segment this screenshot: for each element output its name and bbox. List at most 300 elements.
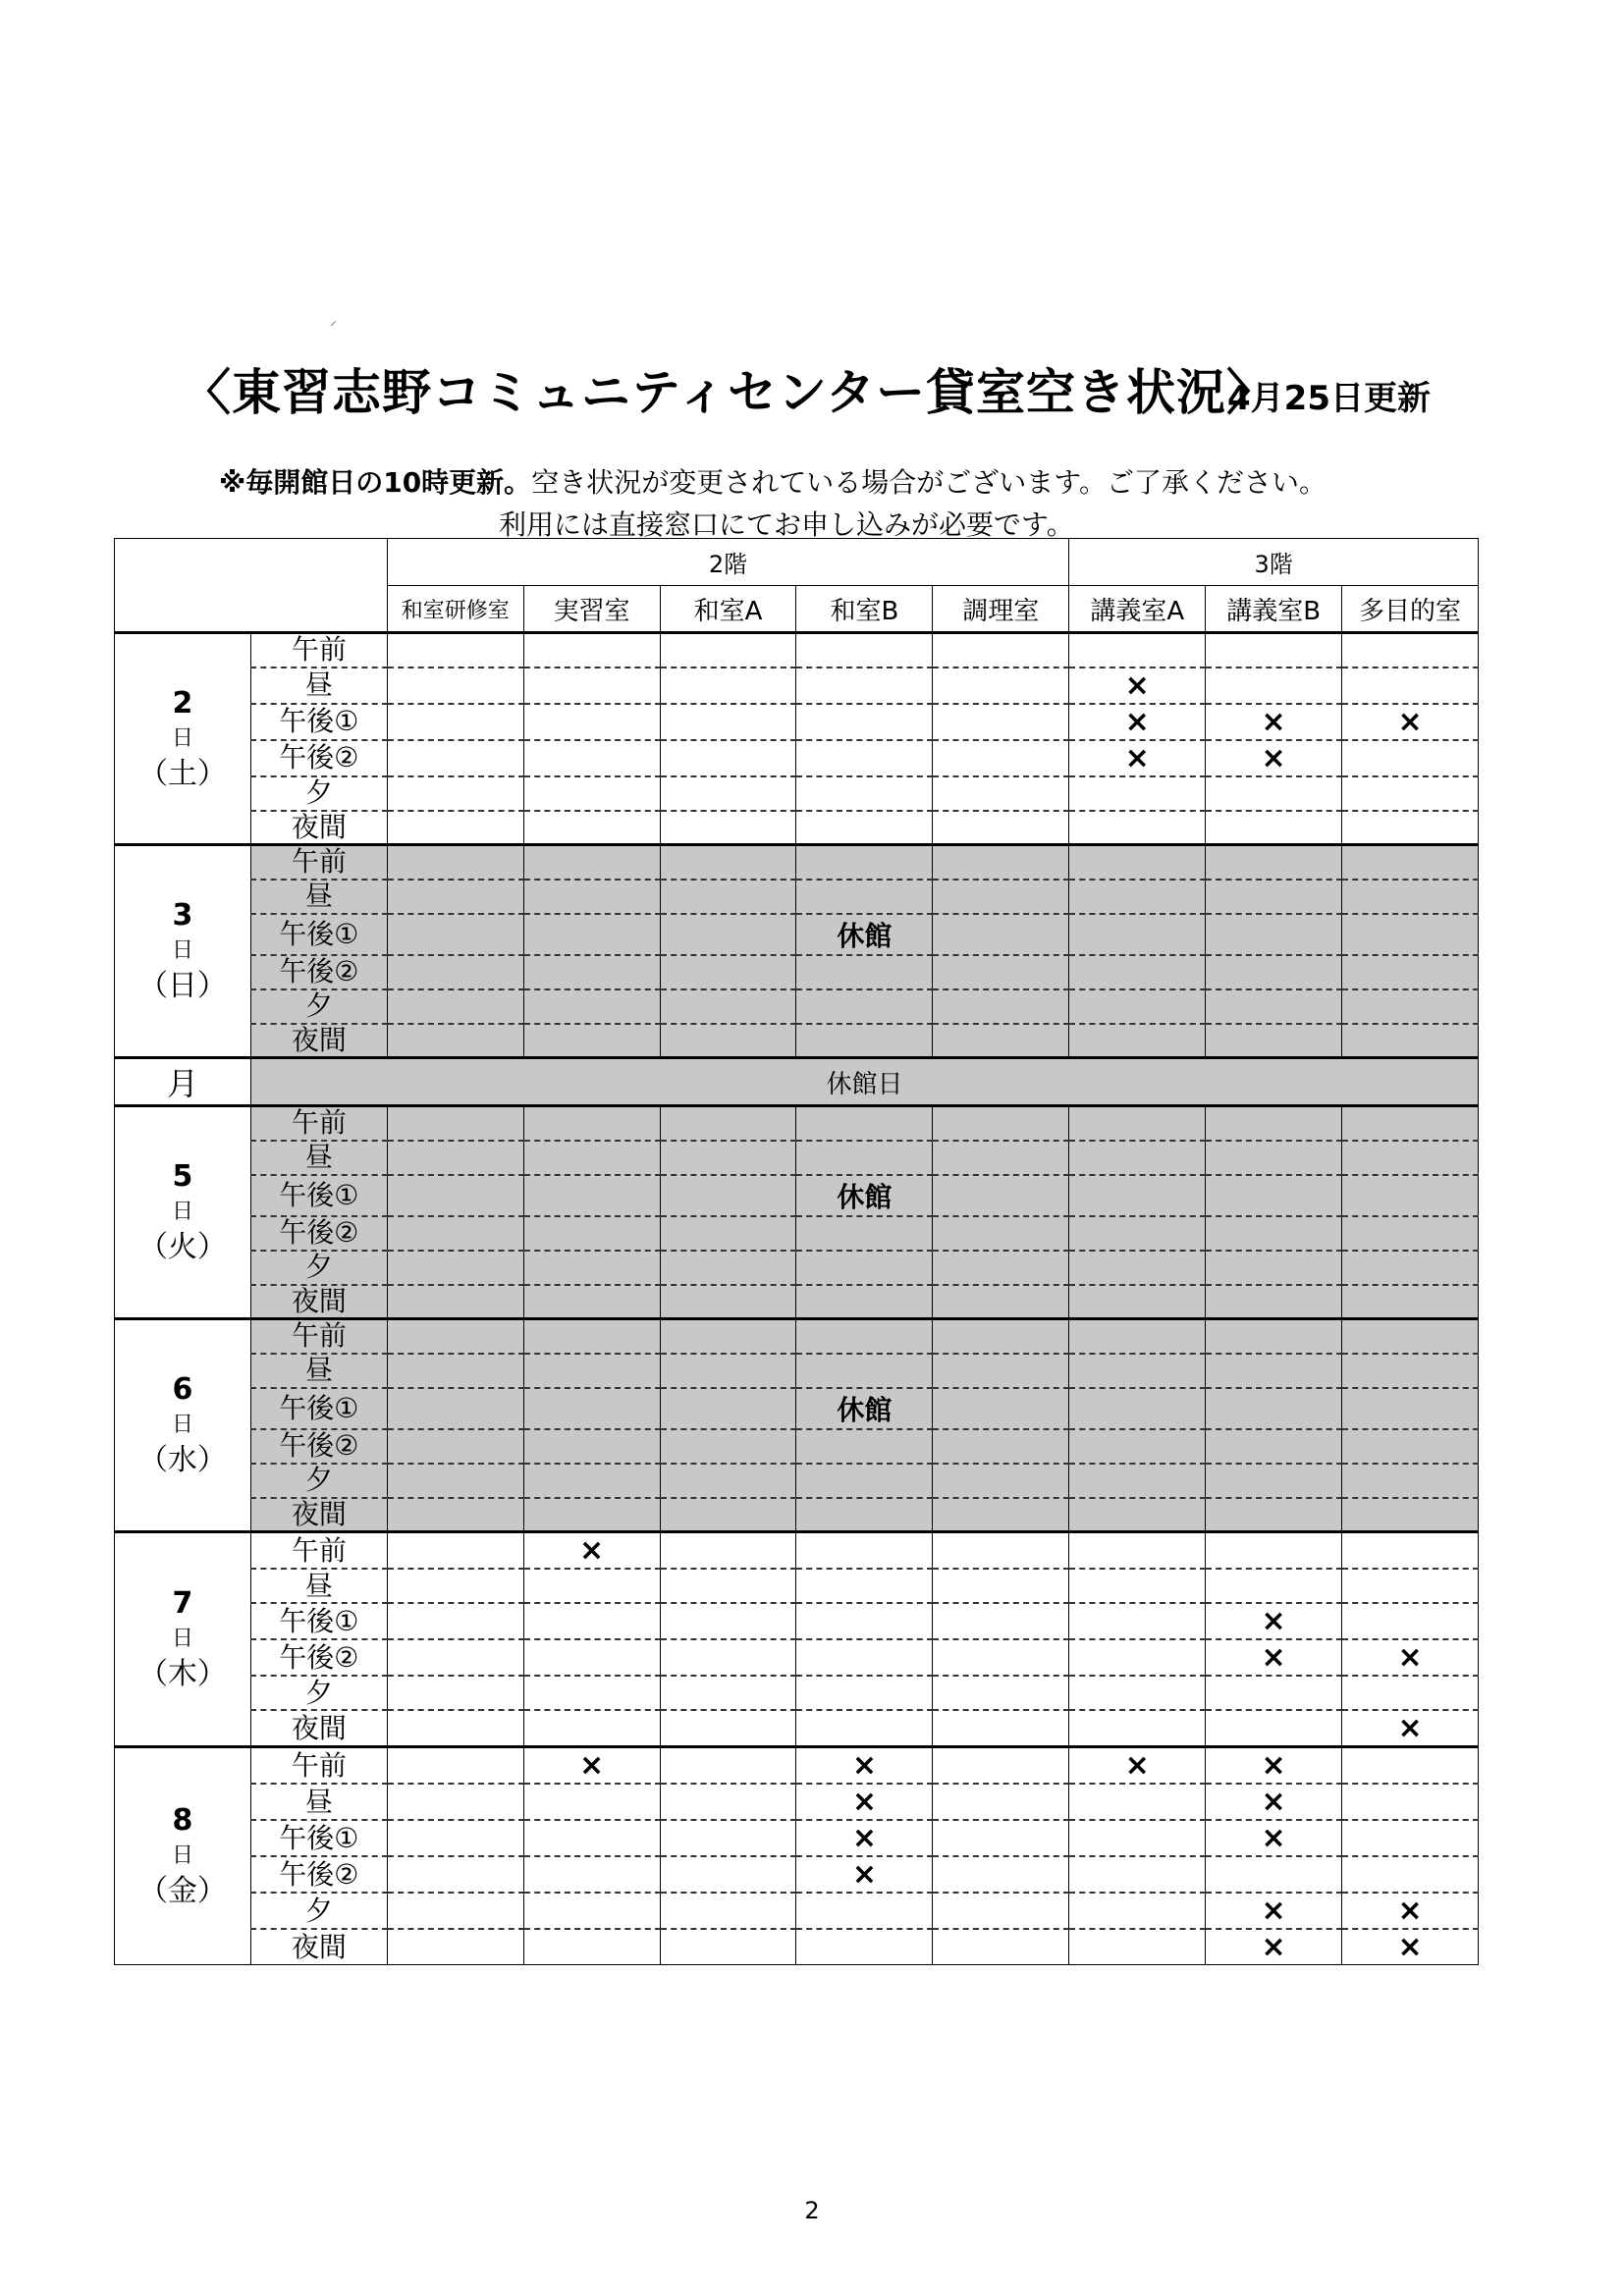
- slot-row: [115, 1024, 1479, 1058]
- availability-cell: [933, 1429, 1069, 1464]
- availability-cell: [1069, 914, 1206, 955]
- availability-cell: [523, 845, 660, 880]
- availability-cell: [387, 880, 523, 914]
- availability-cell: [1206, 1319, 1342, 1354]
- slot-label: 夕: [250, 1676, 387, 1710]
- slot-row: [115, 989, 1479, 1024]
- availability-cell: [660, 1216, 796, 1251]
- availability-cell: [660, 1106, 796, 1141]
- room-header: 実習室: [523, 586, 660, 633]
- slot-label: 夕: [250, 776, 387, 811]
- availability-cell: [1206, 989, 1342, 1024]
- booked-mark: ×: [1261, 704, 1286, 739]
- room-header: 講義室A: [1069, 586, 1206, 633]
- availability-cell: [1069, 1388, 1206, 1429]
- availability-cell: [1069, 667, 1206, 704]
- slot-row: [115, 1141, 1479, 1175]
- availability-cell: [660, 1676, 796, 1710]
- availability-cell: [1206, 1856, 1342, 1893]
- availability-cell: [796, 1498, 933, 1532]
- availability-cell: [523, 740, 660, 776]
- availability-cell: [933, 1784, 1069, 1820]
- availability-cell: [933, 1498, 1069, 1532]
- slot-label: 夕: [250, 989, 387, 1024]
- availability-cell: [1206, 1603, 1342, 1639]
- availability-cell: [1069, 704, 1206, 740]
- availability-cell: [1206, 1106, 1342, 1141]
- slot-row: [115, 1464, 1479, 1498]
- scan-speck: ⸍: [330, 319, 337, 335]
- day-weekday: （火）: [137, 1230, 227, 1264]
- availability-cell: [660, 1175, 796, 1216]
- slot-row: [115, 740, 1479, 776]
- availability-cell: [523, 1603, 660, 1639]
- availability-cell: [1206, 1498, 1342, 1532]
- booked-mark: ×: [1261, 1785, 1286, 1819]
- availability-table: [114, 538, 1479, 1965]
- availability-cell: [1342, 1354, 1479, 1388]
- availability-cell: [387, 1893, 523, 1929]
- availability-cell: [1069, 989, 1206, 1024]
- availability-cell: [1206, 1747, 1342, 1785]
- availability-cell: [523, 667, 660, 704]
- floor-header-3f: 3階: [1069, 539, 1479, 586]
- booked-mark: ×: [1124, 1748, 1150, 1783]
- availability-cell: [660, 633, 796, 667]
- availability-cell: [796, 880, 933, 914]
- availability-cell: [523, 1820, 660, 1856]
- slot-label: 夜間: [250, 1498, 387, 1532]
- booked-mark: ×: [579, 1533, 605, 1568]
- availability-cell: [933, 989, 1069, 1024]
- availability-cell: [1342, 776, 1479, 811]
- availability-cell: [1206, 1676, 1342, 1710]
- slot-label: 夜間: [250, 1710, 387, 1747]
- availability-cell: [660, 1929, 796, 1965]
- slot-row: [115, 776, 1479, 811]
- room-header: 多目的室: [1342, 586, 1479, 633]
- availability-cell: [796, 1532, 933, 1570]
- notice-bold: ※毎開館日の10時更新。: [219, 466, 532, 499]
- slot-row: [115, 845, 1479, 880]
- monday-label: 月: [115, 1058, 251, 1106]
- availability-cell: [387, 1784, 523, 1820]
- availability-cell: [1206, 1429, 1342, 1464]
- slot-label: 午後②: [250, 740, 387, 776]
- slot-row: [115, 914, 1479, 955]
- availability-cell: [933, 1216, 1069, 1251]
- availability-cell: [523, 1676, 660, 1710]
- slot-row: [115, 1532, 1479, 1570]
- availability-cell: [933, 811, 1069, 845]
- booked-mark: ×: [1261, 1604, 1286, 1638]
- booked-mark: ×: [1261, 1640, 1286, 1675]
- availability-cell: [1069, 1532, 1206, 1570]
- availability-cell: [933, 740, 1069, 776]
- availability-cell: [523, 1710, 660, 1747]
- day-number: 7: [172, 1586, 193, 1621]
- availability-cell: [1069, 1141, 1206, 1175]
- availability-cell: [1206, 633, 1342, 667]
- availability-cell: [796, 1354, 933, 1388]
- availability-cell: [1069, 1820, 1206, 1856]
- availability-cell: [387, 1710, 523, 1747]
- availability-cell: [523, 1747, 660, 1785]
- day-kanji: 日: [171, 1413, 193, 1437]
- availability-cell: [796, 667, 933, 704]
- availability-cell: [1206, 1251, 1342, 1285]
- room-header: 調理室: [933, 586, 1069, 633]
- availability-cell: [523, 989, 660, 1024]
- availability-cell: [387, 633, 523, 667]
- availability-cell: [1206, 1784, 1342, 1820]
- availability-cell: [796, 845, 933, 880]
- availability-cell: [796, 1893, 933, 1929]
- availability-cell: [933, 1319, 1069, 1354]
- slot-label: 午後②: [250, 955, 387, 989]
- availability-cell: [796, 1388, 933, 1429]
- availability-cell: [1206, 811, 1342, 845]
- availability-cell: [523, 1856, 660, 1893]
- slot-label: 昼: [250, 1569, 387, 1603]
- slot-label: 昼: [250, 667, 387, 704]
- availability-cell: [1342, 1569, 1479, 1603]
- slot-label: 午後①: [250, 1603, 387, 1639]
- slot-label: 午前: [250, 1319, 387, 1354]
- day-cell: [115, 1532, 251, 1747]
- availability-cell: [1342, 1141, 1479, 1175]
- availability-cell: [796, 1285, 933, 1319]
- room-header: 和室B: [796, 586, 933, 633]
- availability-cell: [1206, 1569, 1342, 1603]
- booked-mark: ×: [851, 1748, 877, 1783]
- slot-label: 午後②: [250, 1429, 387, 1464]
- day-number: 3: [172, 898, 193, 933]
- availability-cell: [1206, 955, 1342, 989]
- availability-cell: [1342, 1464, 1479, 1498]
- availability-cell: [660, 811, 796, 845]
- availability-cell: [387, 1285, 523, 1319]
- availability-cell: [933, 704, 1069, 740]
- availability-cell: [387, 1603, 523, 1639]
- availability-cell: [523, 776, 660, 811]
- availability-cell: [796, 704, 933, 740]
- availability-cell: [1069, 1569, 1206, 1603]
- booked-mark: ×: [851, 1821, 877, 1855]
- availability-cell: [387, 776, 523, 811]
- monday-closed-text: 休館日: [250, 1058, 1478, 1106]
- availability-cell: [796, 1024, 933, 1058]
- booked-mark: ×: [1261, 1930, 1286, 1964]
- page-title: 〈東習志野コミュニティセンター貸室空き状況〉: [182, 364, 1276, 421]
- availability-cell: [523, 1285, 660, 1319]
- availability-cell: [523, 1175, 660, 1216]
- availability-cell: [523, 1251, 660, 1285]
- slot-row: [115, 1639, 1479, 1676]
- availability-cell: [933, 1856, 1069, 1893]
- availability-cell: [523, 1354, 660, 1388]
- slot-row: [115, 880, 1479, 914]
- availability-cell: [1069, 1603, 1206, 1639]
- availability-cell: [1342, 740, 1479, 776]
- availability-cell: [933, 1388, 1069, 1429]
- availability-cell: [523, 1216, 660, 1251]
- availability-cell: [933, 1893, 1069, 1929]
- availability-cell: [523, 1429, 660, 1464]
- availability-cell: [933, 1141, 1069, 1175]
- availability-cell: [1206, 1141, 1342, 1175]
- slot-label: 夜間: [250, 1285, 387, 1319]
- day-kanji: 日: [171, 1200, 193, 1224]
- availability-cell: [660, 1251, 796, 1285]
- availability-cell: [660, 880, 796, 914]
- slot-row: [115, 1388, 1479, 1429]
- availability-cell: [1342, 955, 1479, 989]
- availability-cell: [933, 914, 1069, 955]
- availability-cell: [933, 1569, 1069, 1603]
- availability-cell: [523, 1893, 660, 1929]
- availability-cell: [796, 1603, 933, 1639]
- day-weekday: （金）: [137, 1874, 227, 1908]
- availability-cell: [933, 1639, 1069, 1676]
- slot-label: 夜間: [250, 811, 387, 845]
- availability-cell: [523, 1498, 660, 1532]
- booked-mark: ×: [1397, 1894, 1423, 1928]
- availability-cell: [796, 811, 933, 845]
- availability-cell: [933, 1106, 1069, 1141]
- slot-label: 午前: [250, 845, 387, 880]
- slot-row: [115, 1929, 1479, 1965]
- availability-cell: [523, 704, 660, 740]
- availability-cell: [660, 1639, 796, 1676]
- availability-cell: [660, 1710, 796, 1747]
- availability-cell: [1206, 776, 1342, 811]
- availability-cell: [1206, 914, 1342, 955]
- availability-cell: [933, 667, 1069, 704]
- booked-mark: ×: [1261, 1821, 1286, 1855]
- availability-cell: [387, 1106, 523, 1141]
- availability-cell: [1342, 1532, 1479, 1570]
- slot-row: [115, 1710, 1479, 1747]
- monday-row: [115, 1058, 1479, 1106]
- availability-cell: [523, 880, 660, 914]
- slot-row: [115, 1569, 1479, 1603]
- slot-label: 夜間: [250, 1929, 387, 1965]
- availability-cell: [796, 1856, 933, 1893]
- availability-cell: [933, 1024, 1069, 1058]
- slot-row: [115, 811, 1479, 845]
- booked-mark: ×: [1397, 1640, 1423, 1675]
- availability-cell: [387, 1175, 523, 1216]
- availability-cell: [1069, 1893, 1206, 1929]
- availability-cell: [1342, 1784, 1479, 1820]
- availability-cell: [1206, 1388, 1342, 1429]
- availability-cell: [796, 1464, 933, 1498]
- booked-mark: ×: [1397, 704, 1423, 739]
- availability-cell: [1069, 1175, 1206, 1216]
- availability-cell: [1206, 704, 1342, 740]
- availability-cell: [387, 1141, 523, 1175]
- availability-cell: [1342, 1893, 1479, 1929]
- booked-mark: ×: [851, 1785, 877, 1819]
- slot-row: [115, 1251, 1479, 1285]
- day-cell: [115, 1106, 251, 1319]
- notice-line-2: 利用には直接窓口にてお申し込みが必要です。: [499, 508, 1074, 541]
- availability-cell: [1342, 1251, 1479, 1285]
- availability-cell: [387, 1676, 523, 1710]
- day-weekday: （土）: [137, 756, 227, 791]
- availability-cell: [1206, 845, 1342, 880]
- availability-cell: [1206, 1175, 1342, 1216]
- availability-cell: [1069, 1429, 1206, 1464]
- day-weekday: （水）: [137, 1443, 227, 1477]
- availability-cell: [1069, 1106, 1206, 1141]
- availability-cell: [387, 1498, 523, 1532]
- availability-cell: [933, 880, 1069, 914]
- notice-rest: 空き状況が変更されている場合がございます。ご了承ください。: [531, 466, 1326, 499]
- availability-cell: [1069, 1639, 1206, 1676]
- availability-cell: [1342, 1820, 1479, 1856]
- availability-cell: [660, 1820, 796, 1856]
- availability-cell: [796, 1175, 933, 1216]
- availability-cell: [933, 1532, 1069, 1570]
- availability-cell: [1206, 1929, 1342, 1965]
- room-header: 和室A: [660, 586, 796, 633]
- availability-cell: [1206, 1820, 1342, 1856]
- availability-cell: [1342, 1024, 1479, 1058]
- availability-cell: [1342, 914, 1479, 955]
- availability-cell: [1069, 1319, 1206, 1354]
- availability-cell: [387, 811, 523, 845]
- availability-cell: [1342, 811, 1479, 845]
- availability-cell: [796, 989, 933, 1024]
- slot-label: 午後②: [250, 1856, 387, 1893]
- availability-cell: [1342, 1285, 1479, 1319]
- availability-cell: [1342, 989, 1479, 1024]
- room-header: 和室研修室: [387, 586, 523, 633]
- availability-cell: [1342, 1319, 1479, 1354]
- page-number: 2: [804, 2197, 820, 2224]
- floor-header-2f: 2階: [387, 539, 1069, 586]
- availability-cell: [387, 1024, 523, 1058]
- slot-row: [115, 1175, 1479, 1216]
- slot-label: 昼: [250, 880, 387, 914]
- availability-cell: [660, 845, 796, 880]
- availability-cell: [1342, 633, 1479, 667]
- availability-cell: [1069, 955, 1206, 989]
- availability-cell: [796, 1747, 933, 1785]
- day-number: 6: [172, 1372, 193, 1407]
- availability-cell: [1206, 740, 1342, 776]
- slot-row: [115, 1784, 1479, 1820]
- slot-label: 午前: [250, 1106, 387, 1141]
- slot-row: [115, 1354, 1479, 1388]
- day-kanji: 日: [171, 1627, 193, 1651]
- availability-cell: [523, 1106, 660, 1141]
- closed-label: 休館: [837, 919, 893, 952]
- availability-cell: [933, 1747, 1069, 1785]
- availability-cell: [660, 1893, 796, 1929]
- slot-row: [115, 1820, 1479, 1856]
- slot-label: 午後①: [250, 704, 387, 740]
- availability-cell: [1069, 1498, 1206, 1532]
- slot-label: 午後①: [250, 1388, 387, 1429]
- availability-cell: [933, 1603, 1069, 1639]
- availability-cell: [660, 1856, 796, 1893]
- availability-cell: [933, 776, 1069, 811]
- availability-cell: [796, 1429, 933, 1464]
- booked-mark: ×: [1397, 1930, 1423, 1964]
- availability-cell: [933, 1354, 1069, 1388]
- booked-mark: ×: [1397, 1711, 1423, 1745]
- availability-cell: [523, 955, 660, 989]
- notice-line-1: [219, 461, 1326, 501]
- slot-label: 昼: [250, 1784, 387, 1820]
- slot-row: [115, 704, 1479, 740]
- availability-cell: [660, 1569, 796, 1603]
- slot-label: 夕: [250, 1464, 387, 1498]
- availability-cell: [387, 1464, 523, 1498]
- slot-row: [115, 1856, 1479, 1893]
- availability-cell: [1069, 1024, 1206, 1058]
- availability-cell: [523, 1784, 660, 1820]
- slot-label: 午前: [250, 1747, 387, 1785]
- availability-cell: [796, 776, 933, 811]
- slot-row: [115, 667, 1479, 704]
- availability-cell: [660, 955, 796, 989]
- availability-cell: [1069, 1354, 1206, 1388]
- availability-cell: [387, 955, 523, 989]
- availability-cell: [387, 704, 523, 740]
- availability-cell: [387, 1429, 523, 1464]
- availability-cell: [1069, 880, 1206, 914]
- availability-cell: [660, 989, 796, 1024]
- day-cell: [115, 1319, 251, 1532]
- availability-cell: [796, 1929, 933, 1965]
- availability-cell: [796, 1820, 933, 1856]
- slot-row: [115, 1893, 1479, 1929]
- availability-cell: [796, 1676, 933, 1710]
- booked-mark: ×: [1124, 667, 1150, 703]
- availability-cell: [387, 1216, 523, 1251]
- slot-row: [115, 955, 1479, 989]
- availability-cell: [660, 1532, 796, 1570]
- day-kanji: 日: [171, 938, 193, 963]
- booked-mark: ×: [851, 1857, 877, 1892]
- availability-cell: [1069, 740, 1206, 776]
- availability-cell: [796, 1216, 933, 1251]
- availability-cell: [660, 704, 796, 740]
- availability-cell: [387, 740, 523, 776]
- booked-mark: ×: [1261, 1748, 1286, 1783]
- slot-label: 午後②: [250, 1216, 387, 1251]
- availability-cell: [933, 1285, 1069, 1319]
- day-number: 8: [172, 1803, 193, 1838]
- header-corner: [115, 539, 388, 633]
- availability-cell: [1342, 667, 1479, 704]
- day-number: 5: [172, 1159, 193, 1194]
- availability-cell: [933, 955, 1069, 989]
- availability-cell: [1069, 1710, 1206, 1747]
- availability-cell: [933, 633, 1069, 667]
- availability-cell: [796, 1251, 933, 1285]
- availability-cell: [660, 1429, 796, 1464]
- header-row-floors: [115, 539, 1479, 586]
- availability-cell: [523, 1464, 660, 1498]
- availability-cell: [1342, 1216, 1479, 1251]
- availability-cell: [933, 1820, 1069, 1856]
- availability-cell: [796, 1639, 933, 1676]
